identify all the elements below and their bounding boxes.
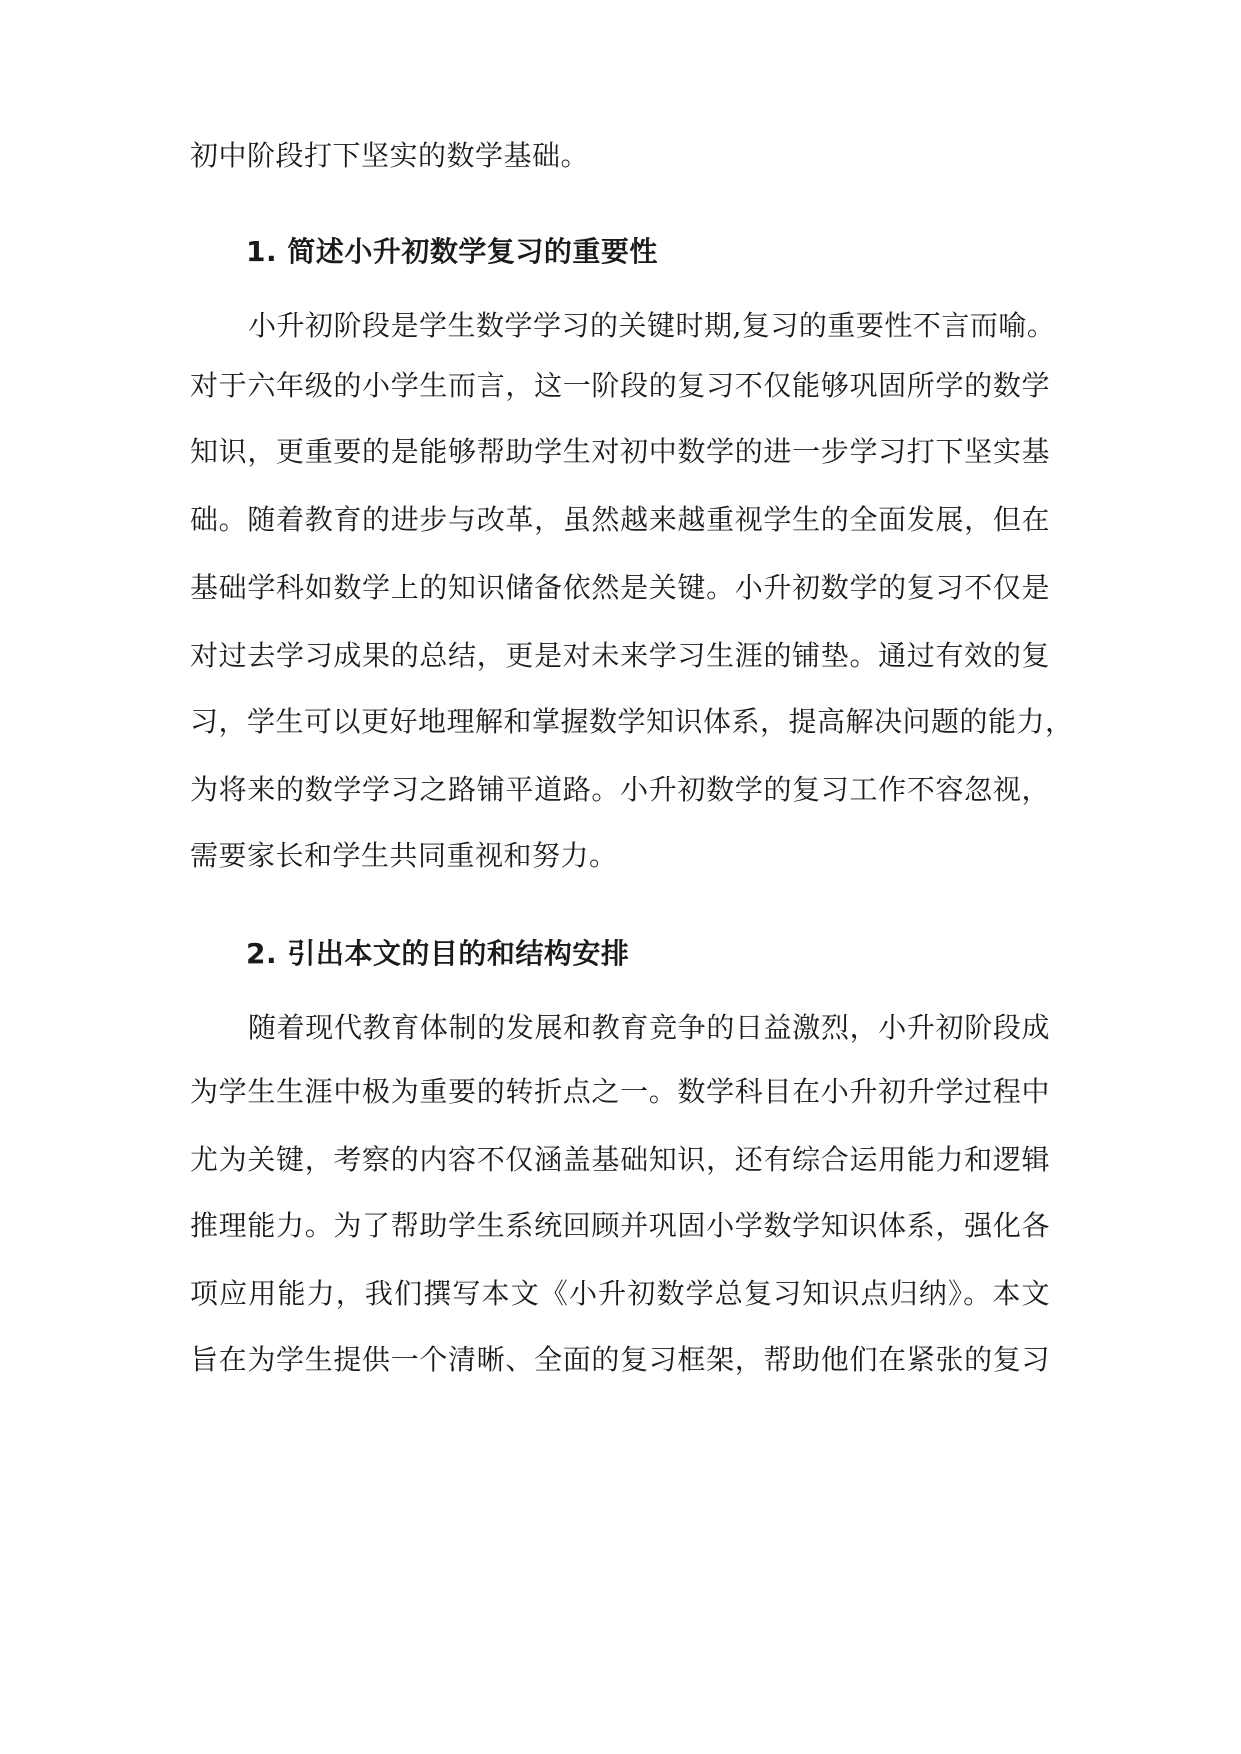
paragraph-line: 习，学生可以更好地理解和掌握数学知识体系，提高解决问题的能力， <box>190 705 1074 738</box>
paragraph-line: 小升初阶段是学生数学学习的关键时期,复习的重要性不言而喻。 <box>248 309 1056 342</box>
paragraph-line: 基础学科如数学上的知识储备依然是关键。小升初数学的复习不仅是 <box>190 571 1050 604</box>
paragraph-line: 知识，更重要的是能够帮助学生对初中数学的进一步学习打下坚实基 <box>190 435 1050 468</box>
paragraph-line: 初中阶段打下坚实的数学基础。 <box>190 139 590 172</box>
paragraph-line: 尤为关键，考察的内容不仅涵盖基础知识，还有综合运用能力和逻辑 <box>190 1143 1050 1176</box>
paragraph-line: 为学生生涯中极为重要的转折点之一。数学科目在小升初升学过程中 <box>190 1075 1050 1108</box>
section-heading-2: 2. 引出本文的目的和结构安排 <box>246 937 630 970</box>
paragraph-line: 础。随着教育的进步与改革，虽然越来越重视学生的全面发展，但在 <box>190 503 1050 536</box>
paragraph-line: 随着现代教育体制的发展和教育竞争的日益激烈，小升初阶段成 <box>248 1011 1050 1044</box>
paragraph-line: 为将来的数学学习之路铺平道路。小升初数学的复习工作不容忽视， <box>190 773 1050 806</box>
paragraph-line: 需要家长和学生共同重视和努力。 <box>190 839 618 872</box>
paragraph-line: 推理能力。为了帮助学生系统回顾并巩固小学数学知识体系，强化各 <box>190 1209 1050 1242</box>
paragraph-line: 旨在为学生提供一个清晰、全面的复习框架，帮助他们在紧张的复习 <box>190 1343 1050 1376</box>
paragraph-line: 对于六年级的小学生而言，这一阶段的复习不仅能够巩固所学的数学 <box>190 369 1050 402</box>
paragraph-line: 对过去学习成果的总结，更是对未来学习生涯的铺垫。通过有效的复 <box>190 639 1050 672</box>
section-heading-1: 1. 简述小升初数学复习的重要性 <box>246 235 658 268</box>
paragraph-line: 项应用能力，我们撰写本文《小升初数学总复习知识点归纳》。本文 <box>190 1277 1050 1310</box>
